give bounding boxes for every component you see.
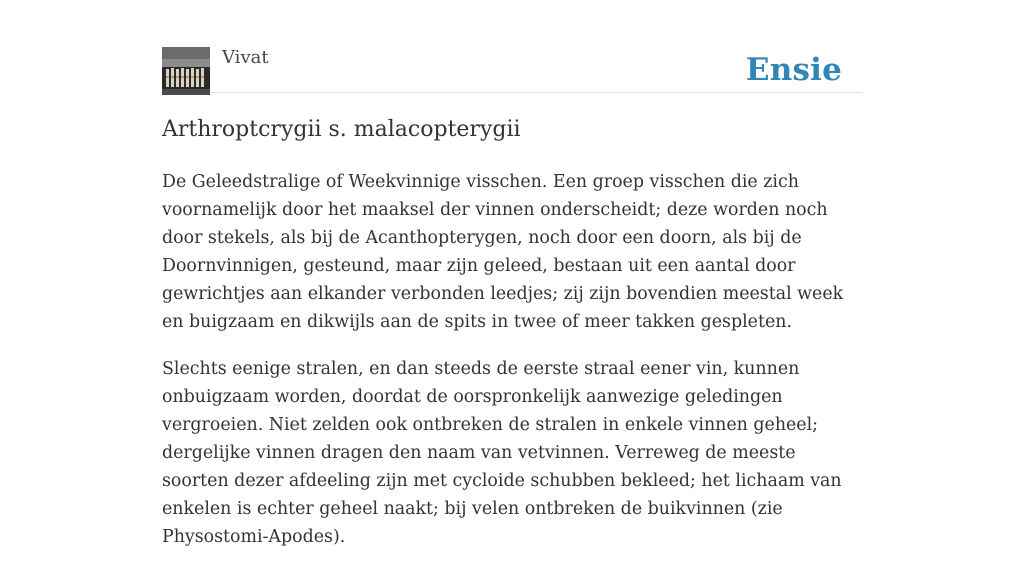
page xyxy=(162,0,862,547)
article-paragraph: De Geleedstralige of Weekvinnige visschen. Een groep visschen die zich voornamelijk door het maaksel der vinnen onderscheidt; deze worden noch door stekels, als bij de Acanthopterygen, noch door een doorn, als bij de Doornvinnigen, gesteund, maar zijn geleed, bestaan uit een aantal door gewrichtjes aan elkander verbonden leedjes; zij zijn bovendien meestal week en buigzaam en dikwijls aan de spits in twee of meer takken gespleten. xyxy=(162,172,844,332)
author-avatar[interactable] xyxy=(162,47,210,95)
article-title: Arthroptcrygii s. malacopterygii xyxy=(162,117,521,142)
article-body xyxy=(162,168,862,570)
author-name[interactable]: Vivat xyxy=(222,47,269,68)
article-paragraph: Slechts eenige stralen, en dan steeds de eerste straal eener vin, kunnen onbuigzaam worden, doordat de oorspronkelijk aanwezige geledingen vergroeien. Niet zelden ook ontbreken de stralen in enkele vinnen geheel; dergelijke vinnen dragen den naam van vetvinnen. Verreweg de meeste soorten dezer afdeeling zijn met cycloide schubben bekleed; het lichaam van enkelen is echter geheel naakt; bij velen ontbreken de buikvinnen (zie Physostomi-Apodes). xyxy=(162,359,842,547)
header xyxy=(162,0,862,93)
site-logo[interactable]: Ensie xyxy=(745,52,842,88)
bookshelf-avatar-icon xyxy=(162,47,210,95)
